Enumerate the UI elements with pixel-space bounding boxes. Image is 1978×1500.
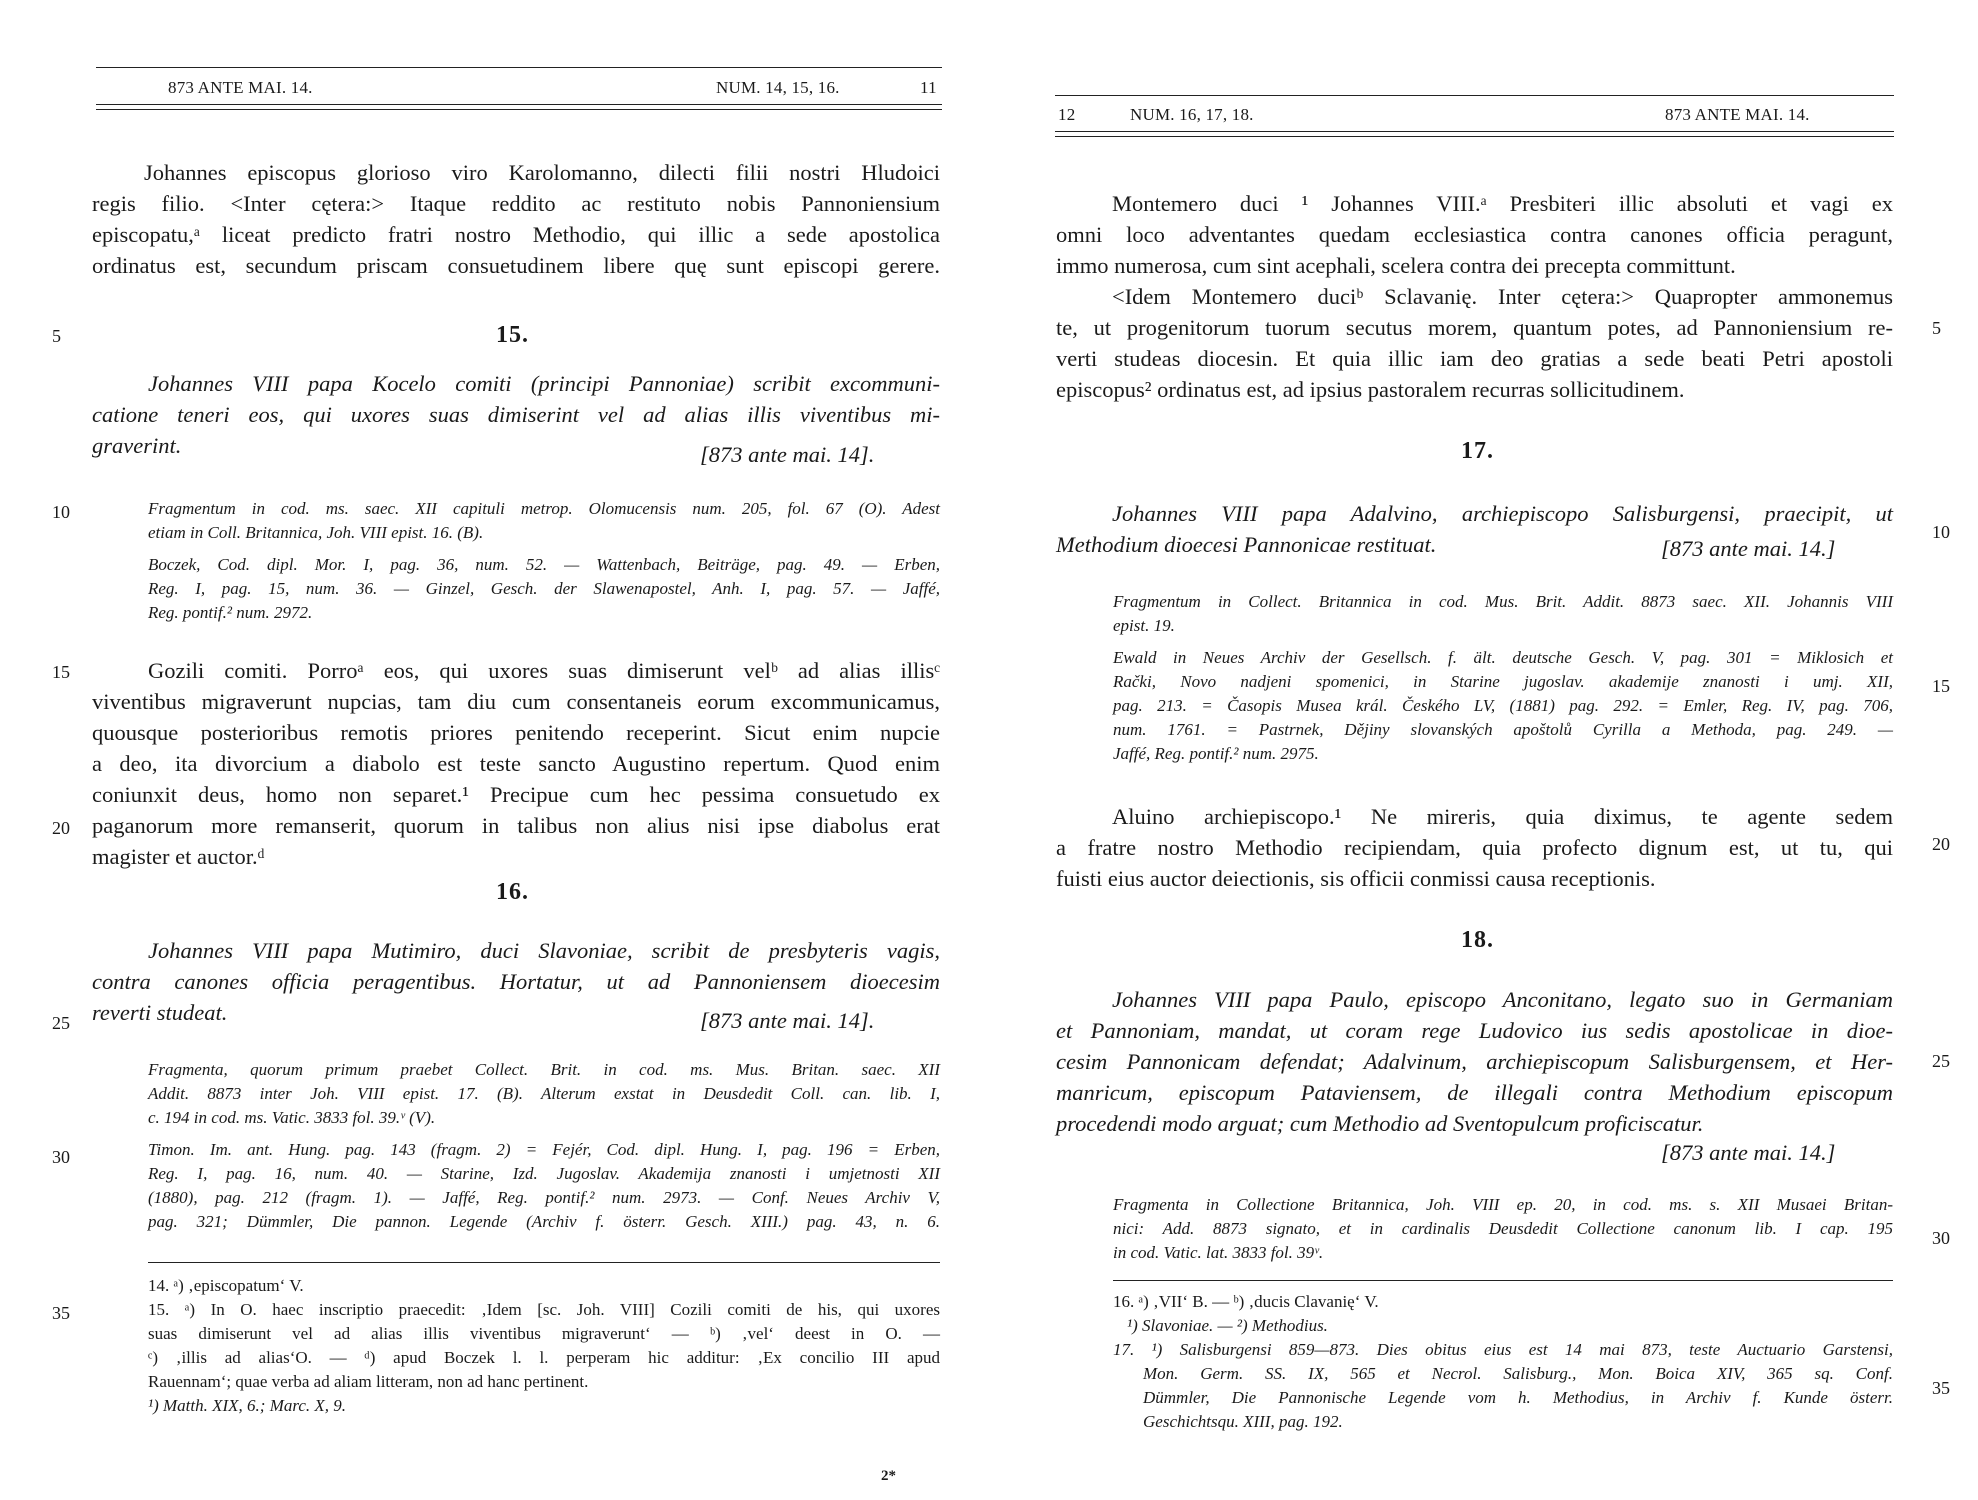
doc16-date: [873 ante mai. 14]. bbox=[700, 1008, 875, 1033]
footnote-line: suas dimiserunt vel ad alias illis viventibus migraverunt‘ — ᵇ) ‚vel‘ deest in O. — bbox=[148, 1324, 940, 1343]
doc18-sources bbox=[1113, 1193, 1893, 1273]
doc18-number: 18. bbox=[1461, 927, 1494, 953]
text-line: a deo, ita divorcium a diabolo est teste sancto Augustino repertum. Quod enim bbox=[92, 751, 940, 776]
doc15-number: 15. bbox=[496, 322, 529, 348]
text-line: omni loco adventantes quedam ecclesiastica contra canones officia peragunt, bbox=[1056, 222, 1893, 247]
footnotes bbox=[148, 1274, 940, 1418]
page-number: 12 bbox=[1058, 105, 1076, 124]
source-line: in cod. Vatic. lat. 3833 fol. 39ᵛ. bbox=[1113, 1243, 1324, 1262]
header-bottom-rule-thin bbox=[96, 109, 942, 110]
source-line: Jaffé, Reg. pontif.² num. 2975. bbox=[1113, 744, 1319, 763]
footnotes bbox=[1113, 1290, 1893, 1434]
doc17-number: 17. bbox=[1461, 438, 1494, 464]
line-number: 30 bbox=[1932, 1228, 1950, 1248]
header-top-rule bbox=[1055, 95, 1894, 96]
text-line: Gozili comiti. Porroᵃ eos, qui uxores suas dimiserunt velᵇ ad alias illisᶜ bbox=[148, 658, 940, 683]
source-line: c. 194 in cod. ms. Vatic. 3833 fol. 39.ᵛ (V). bbox=[148, 1108, 436, 1127]
header-top-rule bbox=[96, 67, 942, 68]
source-line: nici: Add. 8873 signato, et in cardinalis Deusdedit Collectione canonum lib. I cap. 195 bbox=[1113, 1219, 1893, 1238]
running-head-numbers: NUM. 16, 17, 18. bbox=[1130, 105, 1254, 124]
text-line: episcopus² ordinatus est, ad ipsius pastoralem recurras sollicitudinem. bbox=[1056, 377, 1685, 402]
summary-line: contra canones officia peragentibus. Hortatur, ut ad Pannoniensem dioecesim bbox=[92, 969, 940, 994]
doc17-date: [873 ante mai. 14.] bbox=[1661, 536, 1836, 561]
doc15-text bbox=[92, 655, 940, 872]
line-number: 35 bbox=[1932, 1378, 1950, 1398]
source-line: pag. 321; Dümmler, Die pannon. Legende (Archiv f. österr. Gesch. XIII.) pag. 43, n. 6. bbox=[148, 1212, 940, 1231]
source-line: Addit. 8873 inter Joh. VIII epist. 17. (B). Alterum exstat in Deusdedit Coll. can. lib. I, bbox=[148, 1084, 940, 1103]
summary-line: catione teneri eos, qui uxores suas dimiserint vel ad alias illis viventibus mi- bbox=[92, 402, 940, 427]
doc17-text bbox=[1056, 801, 1893, 894]
running-head-numbers: NUM. 14, 15, 16. bbox=[716, 78, 840, 97]
text-line: fuisti eius auctor deiectionis, sis officii conmissi causa receptionis. bbox=[1056, 866, 1656, 891]
header-bottom-rule-thin bbox=[1055, 136, 1894, 137]
signature-mark: 2* bbox=[881, 1468, 896, 1484]
text-line: Montemero duci ¹ Johannes VIII.ᵃ Presbiteri illic absoluti et vagi ex bbox=[1112, 191, 1893, 216]
right-page bbox=[989, 0, 1978, 1500]
line-number: 35 bbox=[52, 1303, 70, 1323]
summary-line: Methodium dioecesi Pannonicae restituat. bbox=[1056, 532, 1437, 557]
source-line: Timon. Im. ant. Hung. pag. 143 (fragm. 2) = Fejér, Cod. dipl. Hung. I, pag. 196 = Erben, bbox=[148, 1140, 940, 1159]
doc14-text bbox=[92, 157, 940, 281]
footnote-line: 15. ᵃ) In O. haec inscriptio praecedit: ‚Idem [sc. Joh. VIII] Cozili comiti de his, qui uxores bbox=[148, 1300, 940, 1319]
page-number: 11 bbox=[920, 78, 937, 97]
summary-line: et Pannoniam, mandat, ut coram rege Ludovico ius sedis apostolicae in dioe- bbox=[1056, 1018, 1893, 1043]
doc16-number: 16. bbox=[496, 879, 529, 905]
line-number: 5 bbox=[1932, 318, 1941, 338]
footnote-line: 14. ᵃ) ‚episcopatum‘ V. bbox=[148, 1276, 304, 1295]
summary-line: procedendi modo arguat; cum Methodio ad Sventopulcum proficiscatur. bbox=[1056, 1111, 1704, 1136]
header-bottom-rule bbox=[1055, 131, 1894, 132]
doc16-text bbox=[1056, 188, 1893, 405]
summary-line: Johannes VIII papa Adalvino, archiepiscopo Salisburgensi, praecipit, ut bbox=[1112, 501, 1893, 526]
footnote-line: ¹) Matth. XIX, 6.; Marc. X, 9. bbox=[148, 1396, 347, 1415]
footnote-rule bbox=[1113, 1280, 1893, 1281]
text-line: paganorum more remanserit, quorum in talibus non alius nisi ipse diabolus erat bbox=[92, 813, 940, 838]
summary-line: reverti studeat. bbox=[92, 1000, 228, 1025]
footnote-line: Geschichtsqu. XIII, pag. 192. bbox=[1143, 1412, 1343, 1431]
source-line: Ewald in Neues Archiv der Gesellsch. f. ält. deutsche Gesch. V, pag. 301 = Miklosich et bbox=[1113, 648, 1893, 667]
footnote-line: 17. ¹) Salisburgensi 859—873. Dies obitus eius est 14 mai 873, teste Auctuario Garstensi, bbox=[1113, 1340, 1893, 1359]
text-line: ordinatus est, secundum priscam consuetudinem libere quę sunt episcopi gerere. bbox=[92, 253, 940, 278]
footnote-rule bbox=[148, 1262, 940, 1263]
source-line: epist. 19. bbox=[1113, 616, 1175, 635]
text-line: te, ut progenitorum tuorum secutus morem, quantum potes, ad Pannoniensium re- bbox=[1056, 315, 1893, 340]
text-line: Aluino archiepiscopo.¹ Ne mireris, quia diximus, te agente sedem bbox=[1112, 804, 1893, 829]
source-line: (1880), pag. 212 (fragm. 1). — Jaffé, Reg. pontif.² num. 2973. — Conf. Neues Archiv V, bbox=[148, 1188, 940, 1207]
text-line: <Idem Montemero duciᵇ Sclavanię. Inter cętera:> Quapropter ammonemus bbox=[1112, 284, 1893, 309]
line-number: 5 bbox=[52, 326, 61, 346]
doc15-sources bbox=[148, 497, 940, 633]
line-number: 25 bbox=[52, 1013, 70, 1033]
line-number: 10 bbox=[1932, 522, 1950, 542]
text-line: coniunxit deus, homo non separet.¹ Precipue cum hec pessima consuetudo ex bbox=[92, 782, 940, 807]
source-line: etiam in Coll. Britannica, Joh. VIII epist. 16. (B). bbox=[148, 523, 484, 542]
text-line: Johannes episcopus glorioso viro Karolomanno, dilecti filii nostri Hludoici bbox=[144, 160, 940, 185]
source-line: Fragmentum in Collect. Britannica in cod. Mus. Brit. Addit. 8873 saec. XII. Johannis VIII bbox=[1113, 592, 1893, 611]
source-line: Fragmentum in cod. ms. saec. XII capituli metrop. Olomucensis num. 205, fol. 67 (O). Adest bbox=[148, 499, 940, 518]
doc18-summary bbox=[1056, 984, 1893, 1139]
text-line: regis filio. <Inter cętera:> Itaque reddito ac restituto nobis Pannoniensium bbox=[92, 191, 940, 216]
line-number: 15 bbox=[1932, 676, 1950, 696]
footnote-line: Rauennam‘; quae verba ad aliam litteram, non ad hanc pertinent. bbox=[148, 1372, 589, 1391]
source-line: Reg. I, pag. 15, num. 36. — Ginzel, Gesch. der Slawenapostel, Anh. I, pag. 57. — Jaffé, bbox=[148, 579, 940, 598]
doc17-sources bbox=[1113, 590, 1893, 774]
footnote-line: 16. ᵃ) ‚VII‘ B. — ᵇ) ‚ducis Clavanię‘ V. bbox=[1113, 1292, 1379, 1311]
source-line: Fragmenta, quorum primum praebet Collect. Brit. in cod. ms. Mus. Britan. saec. XII bbox=[148, 1060, 940, 1079]
summary-line: Johannes VIII papa Mutimiro, duci Slavoniae, scribit de presbyteris vagis, bbox=[148, 938, 940, 963]
source-line: Reg. I, pag. 16, num. 40. — Starine, Izd. Jugoslav. Akademija znanosti i umjetnosti XII bbox=[148, 1164, 940, 1183]
doc15-date: [873 ante mai. 14]. bbox=[700, 442, 875, 467]
text-line: verti studeas diocesin. Et quia illic iam deo gratias a sede beati Petri apostoli bbox=[1056, 346, 1893, 371]
source-line: Reg. pontif.² num. 2972. bbox=[148, 603, 313, 622]
footnote-line: Mon. Germ. SS. IX, 565 et Necrol. Salisburg., Mon. Boica XIV, 365 sq. Conf. bbox=[1143, 1364, 1893, 1383]
summary-line: Johannes VIII papa Paulo, episcopo Anconitano, legato suo in Germaniam bbox=[1112, 987, 1893, 1012]
doc16-sources bbox=[148, 1058, 940, 1242]
summary-line: graverint. bbox=[92, 433, 182, 458]
line-number: 20 bbox=[1932, 834, 1950, 854]
line-number: 25 bbox=[1932, 1051, 1950, 1071]
source-line: Boczek, Cod. dipl. Mor. I, pag. 36, num. 52. — Wattenbach, Beiträge, pag. 49. — Erben, bbox=[148, 555, 940, 574]
text-line: episcopatu,ᵃ liceat predicto fratri nostro Methodio, qui illic a sede apostolica bbox=[92, 222, 940, 247]
text-line: a fratre nostro Methodio recipiendam, quia profecto dignum est, ut tu, qui bbox=[1056, 835, 1893, 860]
text-line: magister et auctor.ᵈ bbox=[92, 844, 265, 869]
source-line: Rački, Novo nadjeni spomenici, in Starine jugoslav. akademije znanosti i umj. XII, bbox=[1113, 672, 1893, 691]
line-number: 15 bbox=[52, 662, 70, 682]
summary-line: Johannes VIII papa Kocelo comiti (principi Pannoniae) scribit excommuni- bbox=[148, 371, 940, 396]
text-line: immo numerosa, cum sint acephali, scelera contra dei precepta committunt. bbox=[1056, 253, 1736, 278]
source-line: num. 1761. = Pastrnek, Dějiny slovanských apoštolů Cyrilla a Methoda, pag. 249. — bbox=[1113, 720, 1893, 739]
summary-line: cesim Pannonicam defendat; Adalvinum, archiepiscopum Salisburgensem, et Her- bbox=[1056, 1049, 1893, 1074]
summary-line: manricum, episcopum Pataviensem, de illegali contra Methodium episcopum bbox=[1056, 1080, 1893, 1105]
source-line: Fragmenta in Collectione Britannica, Joh. VIII ep. 20, in cod. ms. s. XII Musaei Britan- bbox=[1113, 1195, 1893, 1214]
footnote-line: ¹) Slavoniae. — ²) Methodius. bbox=[1127, 1316, 1328, 1335]
line-number: 30 bbox=[52, 1147, 70, 1167]
header-bottom-rule bbox=[96, 104, 942, 105]
line-number: 20 bbox=[52, 818, 70, 838]
footnote-line: Dümmler, Die Pannonische Legende vom h. Methodius, in Archiv f. Kunde österr. bbox=[1143, 1388, 1893, 1407]
running-head-date: 873 ANTE MAI. 14. bbox=[1665, 105, 1810, 124]
footnote-line: ᶜ) ‚illis ad alias‘O. — ᵈ) apud Boczek l. l. perperam hic additur: ‚Ex concilio III apud bbox=[148, 1348, 940, 1367]
source-line: pag. 213. = Časopis Musea král. Českého LV, (1881) pag. 292. = Emler, Reg. IV, pag. 706, bbox=[1113, 696, 1893, 715]
text-line: quousque posterioribus remotis priores penitendo receperint. Sicut enim nupcie bbox=[92, 720, 940, 745]
line-number: 10 bbox=[52, 502, 70, 522]
running-head-date: 873 ANTE MAI. 14. bbox=[168, 78, 313, 97]
text-line: viventibus migraverunt nupcias, tam diu cum consentaneis eorum excommunicamus, bbox=[92, 689, 940, 714]
doc18-date: [873 ante mai. 14.] bbox=[1661, 1140, 1836, 1165]
